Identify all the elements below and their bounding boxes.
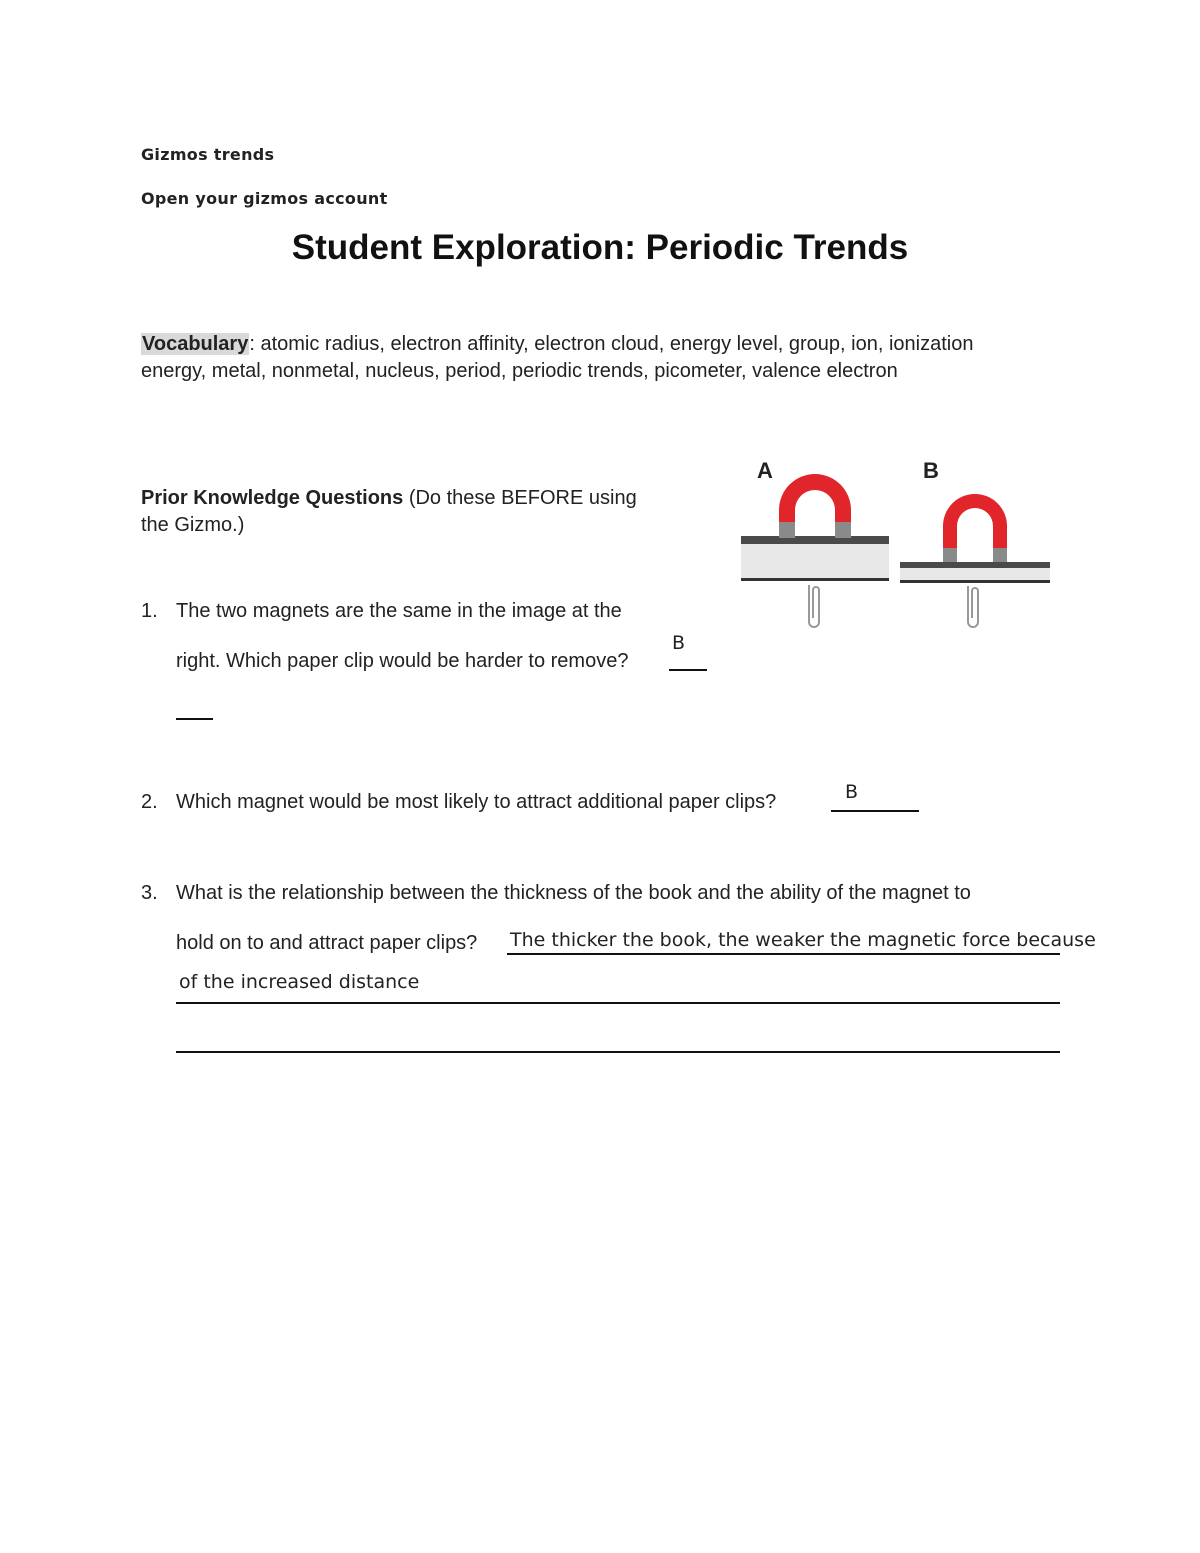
question-3-answer-line1[interactable]: The thicker the book, the weaker the magnetic force because: [510, 929, 1096, 951]
figure-label-a: A: [757, 458, 773, 483]
prior-knowledge-note-line2: the Gizmo.): [141, 514, 245, 536]
doc-header-title: Gizmos trends: [141, 145, 275, 164]
prior-knowledge-note: (Do these BEFORE using: [403, 487, 637, 509]
question-2-number: 2.: [141, 791, 158, 813]
question-1-number: 1.: [141, 600, 158, 622]
question-2-answer[interactable]: B: [845, 781, 859, 803]
question-2-text: Which magnet would be most likely to attract additional paper clips?: [176, 791, 777, 813]
question-3-answer-blank-1: [507, 953, 1060, 955]
question-3-answer-blank-3: [176, 1051, 1060, 1053]
magnet-b-setup: [900, 494, 1050, 627]
horseshoe-magnet-b: [943, 494, 1007, 548]
question-3-answer-blank-2: [176, 1002, 1060, 1004]
question-1-answer-blank-continued: [176, 718, 213, 720]
prior-knowledge-title: Prior Knowledge Questions: [141, 487, 404, 509]
vocabulary-section: [141, 331, 1061, 385]
vocabulary-label: Vocabulary: [142, 333, 249, 355]
question-3-text-line1: What is the relationship between the thickness of the book and the ability of the magnet to: [176, 882, 971, 904]
prior-knowledge-heading: [141, 485, 701, 539]
question-1-text-line1: The two magnets are the same in the image at the: [176, 600, 622, 622]
magnet-a-setup: [741, 474, 889, 627]
question-3-text-line2: hold on to and attract paper clips?: [176, 932, 478, 954]
paper-clip-b: [968, 586, 978, 627]
question-1-text-line2: right. Which paper clip would be harder to remove?: [176, 650, 629, 672]
magnet-figure: [735, 450, 1055, 635]
figure-label-b: B: [923, 458, 939, 483]
doc-header-instruction: Open your gizmos account: [141, 189, 388, 208]
vocabulary-terms-line1: : atomic radius, electron affinity, electron cloud, energy level, group, ion, ionization: [249, 333, 974, 355]
horseshoe-magnet-a: [779, 474, 851, 522]
question-1-answer[interactable]: B: [672, 632, 686, 654]
question-1-answer-blank: [669, 669, 707, 671]
page-title: Student Exploration: Periodic Trends: [291, 228, 909, 267]
question-3-answer-line2[interactable]: of the increased distance: [179, 971, 420, 993]
vocabulary-terms-line2: energy, metal, nonmetal, nucleus, period, periodic trends, picometer, valence electron: [141, 360, 898, 382]
question-2-answer-blank: [831, 810, 919, 812]
paper-clip-a: [809, 585, 819, 627]
question-3-number: 3.: [141, 882, 158, 904]
